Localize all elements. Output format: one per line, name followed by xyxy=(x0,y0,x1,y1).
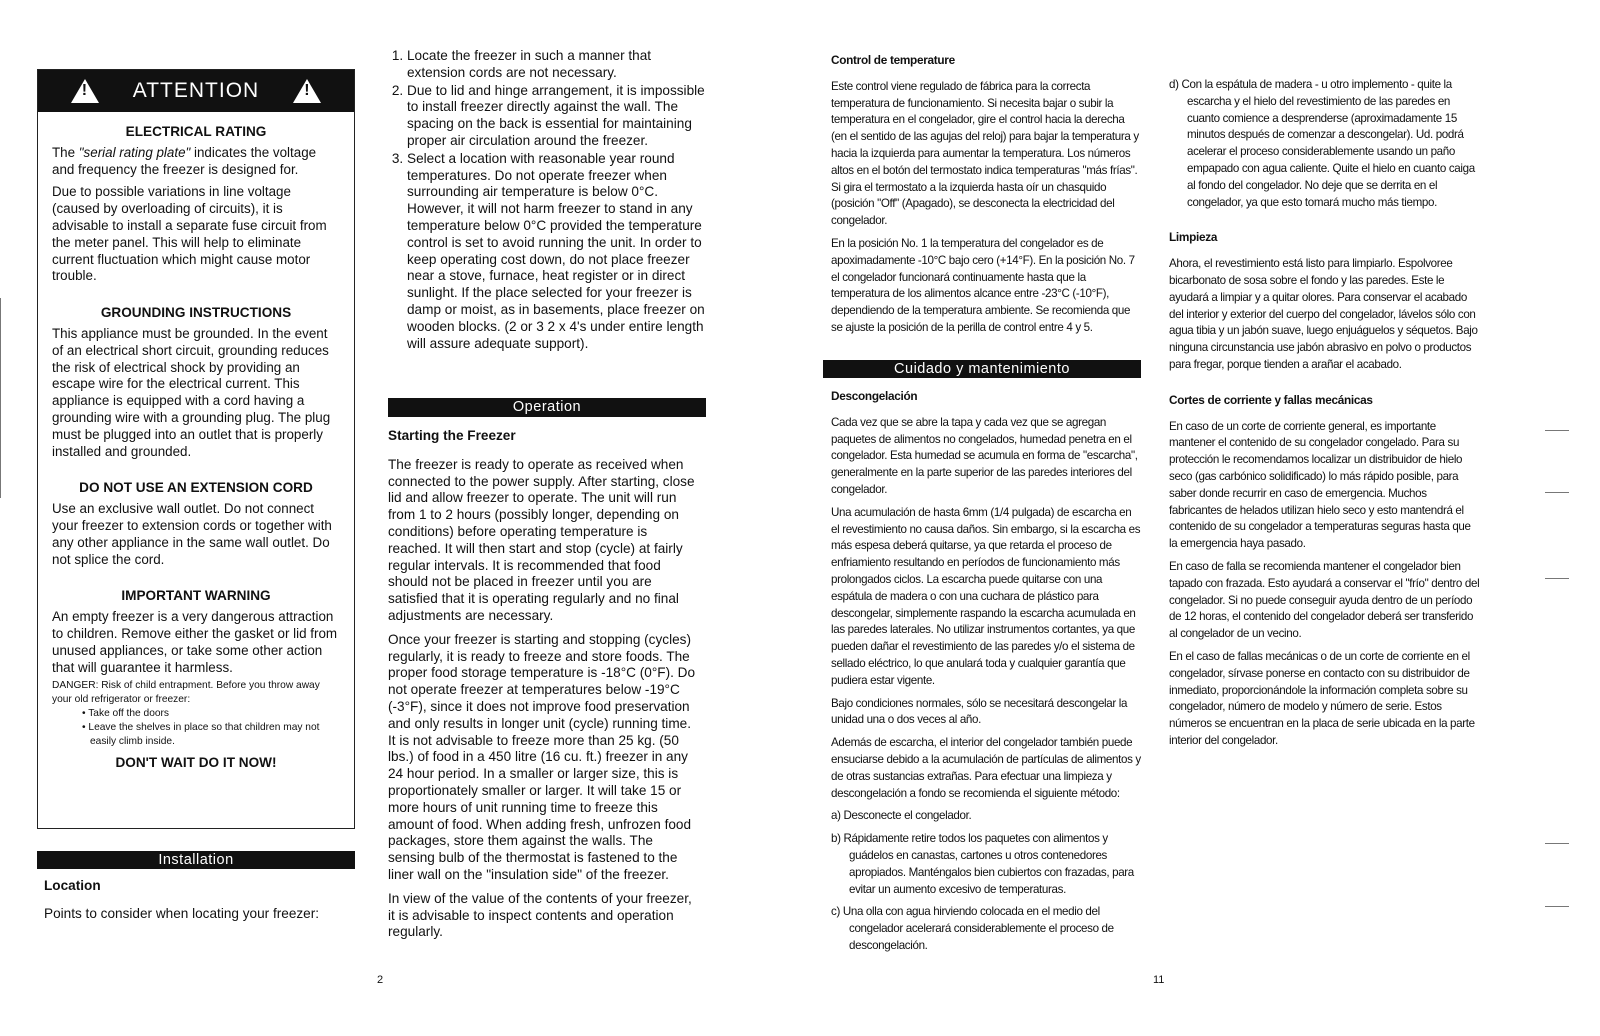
left-page-column-2 xyxy=(389,48,707,353)
cuidado-p3: Bajo condiciones normales, sólo se necesitará descongelar la unidad una o dos veces al año. xyxy=(831,696,1128,727)
location-heading: Location xyxy=(44,878,101,893)
electrical-rating-heading: ELECTRICAL RATING xyxy=(125,124,267,139)
important-warning-heading: IMPORTANT WARNING xyxy=(121,588,271,604)
crop-mark xyxy=(1545,843,1569,844)
operation-bar: Operation xyxy=(388,398,706,417)
cuidado-bar: Cuidado y mantenimiento xyxy=(823,360,1141,378)
crop-mark xyxy=(0,298,1,498)
warning-triangle-icon: ! xyxy=(293,79,321,103)
operation-p3: In view of the value of the contents of your freezer, it is advisable to inspect contents and operation regularly. xyxy=(388,890,692,940)
descongelacion-heading: Descongelación xyxy=(831,389,918,403)
grounding-text: This appliance must be grounded. In the event of an electrical short circuit, grounding reduces the risk of electrical shock by providing an escape wire for the electrical current. This appliance is equipped with a cord having a grounding wire with a grounding plug. The plug must be plugged into an outlet that is properly installed and grounded. xyxy=(52,325,331,459)
step-c: c) Una olla con agua hirviendo colocada en el medio del congelador acelerará considerablemente el proceso de descongelación. xyxy=(831,905,1114,952)
crop-mark xyxy=(1545,492,1569,493)
installation-bar: Installation xyxy=(37,851,355,869)
list-item: 1. Locate the freezer in such a manner that extension cords are not necessary. xyxy=(407,48,707,82)
electrical-rating-p1: The "serial rating plate" indicates the voltage and frequency the freezer is designed for. xyxy=(52,144,317,177)
control-heading: Control de temperature xyxy=(831,53,955,67)
important-warning-text: An empty freezer is a very dangerous attraction to children. Remove either the gasket or lid from unused appliances, or take some other action that will guarantee it harmless. xyxy=(52,609,338,675)
warning-triangle-icon: ! xyxy=(71,79,99,103)
grounding-heading: GROUNDING INSTRUCTIONS xyxy=(100,305,292,321)
right-page-column-2 xyxy=(1169,77,1481,756)
bullet-item: • Leave the shelves in place so that children may not easily climb inside. xyxy=(82,722,320,748)
electrical-rating-p2: Due to possible variations in line voltage (caused by overloading of circuits), it is advisable to install a separate fuse circuit from the meter panel. This will help to eliminate current fluctuation which might cause motor trouble. xyxy=(52,184,327,284)
bullet-item: • Take off the doors xyxy=(82,708,170,720)
control-p2: En la posición No. 1 la temperatura del congelador es de apoximadamente -10°C bajo cero (+14°F). En la posición No. 7 el congelador funcionará continuamente hasta que la temperatura de los alimentos alcance entre -23°C (-10°F), dependiendo de la temperatura ambiente. Se recomienda que se ajuste la posición de la perilla de control entre 4 y 5. xyxy=(831,236,1135,334)
list-item: 2. Due to lid and hinge arrangement, it is impossible to install freezer directly against the wall. The spacing on the back is essential for maintaining proper air circulation around the freezer. xyxy=(407,83,707,150)
page-number-left: 2 xyxy=(377,974,384,986)
cortes-p3: En el caso de fallas mecánicas o de un corte de corriente en el congelador, sírvase ponerse en contacto con su distribuidor de inmediato, proporcionándole la información completa sobre su congelador, número de modelo y número de serie. Estos números se encuentran en la placa de serie ubicada en la parte interior del congelador. xyxy=(1169,649,1475,747)
attention-header xyxy=(38,70,354,112)
cuidado-p4: Además de escarcha, el interior del congelador también puede ensuciarse debido a la acumulación de partículas de alimentos y de otras sustancias extrañas. Para efectuar una limpieza y descongelación a fondo se recomienda el siguiente método: xyxy=(831,736,1141,800)
list-item: 3. Select a location with reasonable year round temperatures. Do not operate freezer when surrounding air temperature is below 0°C. However, it will not harm freezer to stand in any temperature below 0°C provided the temperature control is set to avoid running the unit. In order to keep operating cost down, do not place freezer near a stove, furnace, heat register or in direct sunlight. If the place selected for your freezer is damp or moist, as in basements, place freezer on wooden blocks. (2 or 3 2 x 4's under entire length will assure adequate support). xyxy=(407,151,707,353)
limpieza-text: Ahora, el revestimiento está listo para limpiarlo. Espolvoree bicarbonato de sosa sobre el fondo y las paredes. Este le ayudará a limpiar y a quitar olores. Para conservar el acabado del interior y exterior del cuerpo del congelador, lávelos sólo con agua tibia y un jabón suave, luego enjuáguelos y séquetos. Bajo ninguna circunstancia use jabón abrasivo en polvo o productos para fregar, porque tienden a arañar el acabado. xyxy=(1169,257,1478,371)
control-p1: Este control viene regulado de fábrica para la correcta temperatura de funcionamiento. Si necesita bajar o subir la temperatura en el congelador, gire el control hacia la derecha (en el sentido de las agujas del reloj) para bajar la temperatura y hacia la izquierda para aumentar la temperatura. Los números altos en el botón del termostato indica temperaturas "más frías". Si gira el termostato a la izquierda hasta oír un chasquido (posición "Off" (Apagado), se desconecta la electricidad del congelador. xyxy=(831,79,1139,228)
crop-mark xyxy=(1545,430,1569,431)
cuidado-section xyxy=(831,388,1141,961)
crop-mark xyxy=(1545,906,1569,907)
cuidado-p1: Cada vez que se abre la tapa y cada vez que se agregan paquetes de alimentos no congelados, humedad penetra en el congelador. Esta humedad se acumula en forma de "escarcha", generalmente en la parte superior de las paredes interiores del congelador. xyxy=(831,415,1138,496)
attention-box xyxy=(37,69,355,829)
starting-heading: Starting the Freezer xyxy=(388,428,516,443)
cortes-heading: Cortes de corriente y fallas mecánicas xyxy=(1169,392,1373,407)
dont-wait-text: DON'T WAIT DO IT NOW! xyxy=(115,755,277,771)
step-d: d) Con la espátula de madera - u otro implemento - quite la escarcha y el hielo del revestimiento de las paredes en cuanto comience a desprenderse (aproximadamente 15 minutos después de comenzar a descongelar). Ud. podrá acelerar el proceso considerablemente usando un paño empapado con agua caliente. Quite el hielo en cuanto caiga al fondo del congelador. No deje que se derrita en el congelador, ya que esto tomará mucho más tiempo. xyxy=(1169,78,1475,209)
limpieza-heading: Limpieza xyxy=(1169,230,1218,245)
extension-cord-text: Use an exclusive wall outlet. Do not connect your freezer to extension cords or together with any other appliance in the same wall outlet. Do not splice the cord. xyxy=(52,501,332,567)
operation-p2: Once your freezer is starting and stopping (cycles) regularly, it is ready to freeze and store foods. The proper food storage temperature is -18°C (0°F). Do not operate freezer at temperatures below -19°C (-3°F), since it does not improve food preservation and only results in longer unit (cycle) running time. It is not advisable to freeze more than 25 kg. (50 lbs.) of food in a 450 litre (16 cu. ft.) freezer in any 24 hour period. In a smaller or larger size, this is proportionately smaller or larger. It will take 15 or more hours of unit running time to freeze this amount of food. When adding fresh, unfrozen food packages, store them against the walls. The sensing bulb of the thermostat is fastened to the liner wall on the "insulation side" of the freezer. xyxy=(388,631,696,882)
location-list xyxy=(389,48,707,352)
operation-section xyxy=(388,428,702,948)
cortes-p1: En caso de un corte de corriente general, es importante mantener el contenido de su congelador congelado. Para su protección le recomendamos localizar un distribuidor de hielo seco (gas carbónico solidificado) lo más rápido posible, para saber donde recurrir en caso de emergencia. Muchos fabricantes de helados utilizan hielo seco y esto mantendrá el contenido de su congelador a temperaturas seguras hasta que la emergencia haya pasado. xyxy=(1169,419,1471,551)
step-b: b) Rápidamente retire todos los paquetes con alimentos y guádelos en canastas, cartones u otros contenedores apropiados. Manténgalos bien cubiertos con frazadas, para evitar un aumento excesivo de temperaturas. xyxy=(831,832,1134,896)
danger-text: DANGER: Risk of child entrapment. Before you throw away your old refrigerator or freezer: xyxy=(52,680,320,706)
points-text: Points to consider when locating your freezer: xyxy=(44,906,320,921)
cortes-p2: En caso de falla se recomienda mantener el congelador bien tapado con frazada. Esto ayudará a conservar el "frío" dentro del congelador. Si no puede conseguir ayuda dentro de un período de 12 horas, el contenido del congelador deberá ser transferido al congelador de un vecino. xyxy=(1169,559,1480,641)
step-a: a) Desconecte el congelador. xyxy=(831,809,972,823)
crop-mark xyxy=(1545,578,1569,579)
control-section xyxy=(831,52,1141,343)
attention-title: ATTENTION xyxy=(132,79,260,102)
page-number-right: 11 xyxy=(1153,974,1165,986)
cuidado-p2: Una acumulación de hasta 6mm (1/4 pulgada) de escarcha en el revestimiento no causa daños. Sin embargo, si la escarcha es más espesa deberá quitarse, ya que retarda el proceso de enfriamiento resultando en períodos de funcionamiento más prolongados ciclos. La escarcha puede quitarse con una espátula de madera o con una cuchara de plástico para descongelar, simplemente raspando la escarcha acumulada en las paredes laterales. No utilizar instrumentos cortantes, ya que pueden dañar el revestimiento de las paredes y/o el sistema de sellado eléctrico, lo que anulará toda y cualquier garantía que pudiera estar vigente. xyxy=(831,505,1141,687)
operation-p1: The freezer is ready to operate as received when connected to the power supply. After starting, close lid and allow freezer to operate. The unit will run from 1 to 2 hours (possibly longer, depending on conditions) before operating temperature is reached. It will then start and stop (cycle) at fairly regular intervals. It is recommended that food should not be placed in freezer until you are satisfied that it is operating regularly and no final adjustments are necessary. xyxy=(388,456,695,623)
extension-cord-heading: DO NOT USE AN EXTENSION CORD xyxy=(79,480,313,496)
